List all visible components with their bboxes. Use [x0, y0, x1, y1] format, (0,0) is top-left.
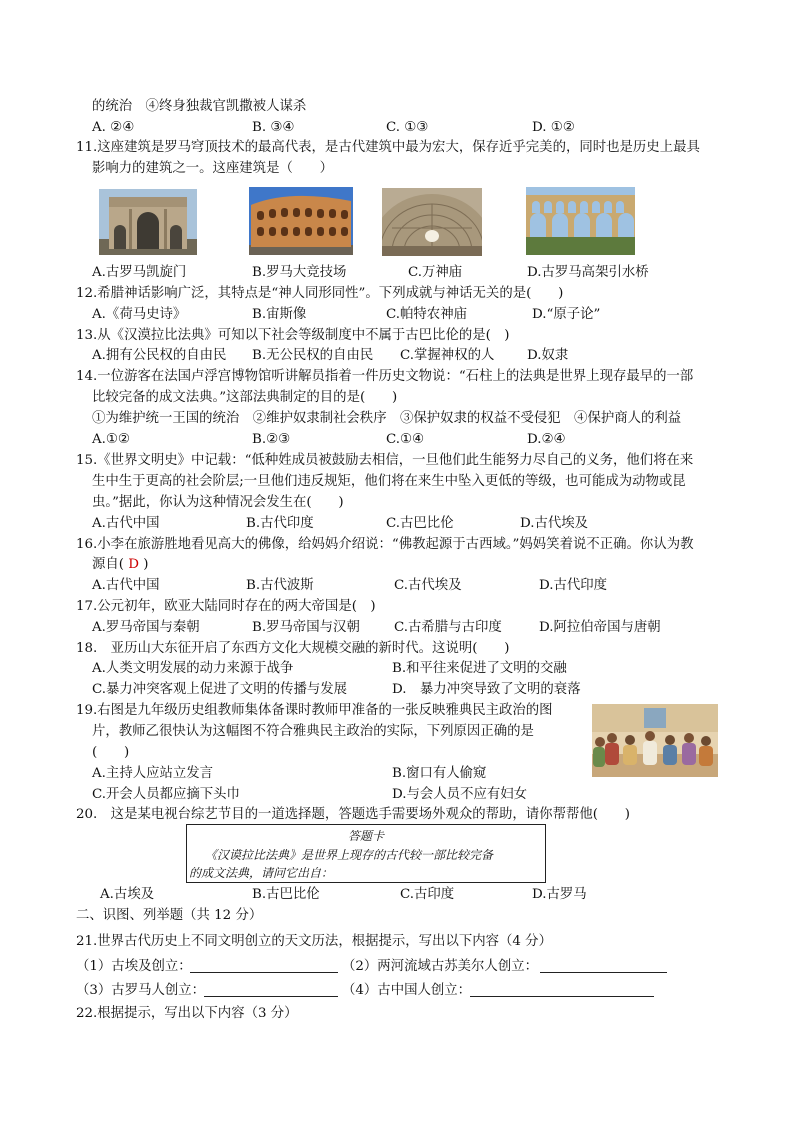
q19-option-d[interactable]: D.与会人员不应有妇女	[392, 787, 528, 802]
q21-stem: 21.世界古代历史上不同文明创立的天文历法，根据提示，写出以下内容（4 分）	[76, 934, 552, 949]
q19-stem-line1: 19.右图是九年级历史组教师集体备课时教师甲准备的一张反映雅典民主政治的图	[76, 703, 553, 718]
q12-option-c[interactable]: C.帕特农神庙	[386, 307, 467, 322]
q14-option-b[interactable]: B.②③	[252, 432, 291, 447]
q11-option-d[interactable]: D.古罗马高架引水桥	[527, 265, 649, 280]
q20-option-b[interactable]: B.古巴比伦	[252, 887, 320, 902]
q10-stem-cont: 的统治 ④终身独裁官凯撒被人谋杀	[92, 99, 307, 114]
q19-stem-line2: 片，教师乙很快认为这幅图不符合雅典民主政治的实际，下列原因正确的是	[92, 724, 534, 739]
q18-option-c[interactable]: C.暴力冲突客观上促进了文明的传播与发展	[92, 682, 348, 697]
q13-option-c[interactable]: C.掌握神权的人	[400, 348, 495, 363]
q19-option-c[interactable]: C.开会人员都应摘下头巾	[92, 787, 240, 802]
q21-answer-3[interactable]	[204, 981, 338, 997]
q14-option-d[interactable]: D.②④	[527, 432, 566, 447]
q16-answer: D	[124, 557, 144, 572]
q14-option-a[interactable]: A.①②	[92, 432, 130, 447]
answer-card-line1: 《汉谟拉比法典》是世界上现存的古代较一部比较完备	[205, 848, 494, 862]
q18-option-d[interactable]: D. 暴力冲突导致了文明的衰落	[392, 682, 581, 697]
q21-answer-1[interactable]	[190, 957, 338, 973]
q20-stem: 20. 这是某电视台综艺节目的一道选择题，答题选手需要场外观众的帮助，请你帮帮他( )	[76, 807, 630, 822]
q15-stem-line2: 生中生于更高的社会阶层;一旦他们违反规矩，他们将在来生中坠入更低的等级，也可能成为动物或昆	[92, 474, 686, 489]
q14-stem-line1: 14.一位游客在法国卢浮宫博物馆听讲解员指着一件历史文物说：“石柱上的法典是世界上现存最早的一部	[76, 369, 694, 384]
q16-stem-line1: 16.小李在旅游胜地看见高大的佛像，给妈妈介绍说：“佛教起源于古西域。”妈妈笑着说不正确。你认为教	[76, 537, 694, 552]
q16-option-b[interactable]: B.古代波斯	[246, 578, 314, 593]
q19-option-a[interactable]: A.主持人应站立发言	[92, 766, 214, 781]
arch-photo	[99, 189, 197, 255]
q10-option-b[interactable]: B. ③④	[252, 120, 295, 135]
q11-stem-line2: 影响力的建筑之一。这座建筑是（ ）	[92, 161, 334, 176]
q10-option-a[interactable]: A. ②④	[92, 120, 135, 135]
pantheon-photo	[382, 188, 482, 256]
q15-option-a[interactable]: A.古代中国	[92, 516, 160, 531]
section2-heading: 二、识图、列举题（共 12 分）	[76, 908, 263, 923]
q11-stem-line1: 11.这座建筑是罗马穹顶技术的最高代表，是古代建筑中最为宏大，保存近乎完美的，同时也是历史上最具	[76, 140, 700, 155]
aqueduct-photo	[526, 187, 635, 255]
q13-option-b[interactable]: B.无公民权的自由民	[252, 348, 374, 363]
q18-stem: 18. 亚历山大东征开启了东西方文化大规模交融的新时代。这说明( )	[76, 641, 510, 656]
q14-statements: ①为维护统一王国的统治 ②维护奴隶制社会秩序 ③保护奴隶的权益不受侵犯 ④保护商人的利益	[92, 411, 682, 426]
q11-option-b[interactable]: B.罗马大竞技场	[252, 265, 347, 280]
q16-option-a[interactable]: A.古代中国	[92, 578, 160, 593]
q12-stem: 12.希腊神话影响广泛，其特点是“神人同形同性”。下列成就与神话无关的是( )	[76, 286, 564, 301]
q16-option-c[interactable]: C.古代埃及	[394, 578, 462, 593]
answer-card-title: 答题卡	[347, 829, 384, 843]
q21-prompt-3: （3）古罗马人创立：	[76, 983, 206, 998]
q15-option-b[interactable]: B.古代印度	[246, 516, 314, 531]
assembly-painting	[592, 704, 718, 777]
q19-option-b[interactable]: B.窗口有人偷窥	[392, 766, 487, 781]
q20-option-c[interactable]: C.古印度	[400, 887, 455, 902]
q17-option-c[interactable]: C.古希腊与古印度	[394, 620, 502, 635]
q18-option-b[interactable]: B.和平往来促进了文明的交融	[392, 661, 567, 676]
q17-option-b[interactable]: B.罗马帝国与汉朝	[252, 620, 360, 635]
q13-option-d[interactable]: D.奴隶	[527, 348, 569, 363]
q17-stem: 17.公元初年，欧亚大陆同时存在的两大帝国是( )	[76, 599, 376, 614]
q15-option-c[interactable]: C.古巴比伦	[386, 516, 454, 531]
q14-stem-line2: 比较完备的成文法典。”这部法典制定的目的是( )	[92, 390, 398, 405]
answer-card	[186, 824, 546, 883]
q13-stem: 13.从《汉漠拉比法典》可知以下社会等级制度中不属于古巴比伦的是( )	[76, 328, 510, 343]
q11-option-c[interactable]: C.万神庙	[408, 265, 463, 280]
q15-stem-line1: 15.《世界文明史》中记载：“低种姓成员被鼓励去相信，一旦他们此生能努力尽自己的义务，他们将在来	[76, 453, 694, 468]
answer-card-line2: 的成文法典，请问它出自：	[189, 866, 334, 880]
q12-option-a[interactable]: A.《荷马史诗》	[92, 307, 187, 322]
q15-option-d[interactable]: D.古代埃及	[520, 516, 589, 531]
q21-prompt-1: （1）古埃及创立：	[76, 959, 192, 974]
q20-option-a[interactable]: A.古埃及	[100, 887, 155, 902]
q12-option-d[interactable]: D.“原子论”	[532, 307, 601, 322]
q17-option-d[interactable]: D.阿拉伯帝国与唐朝	[539, 620, 661, 635]
q20-option-d[interactable]: D.古罗马	[532, 887, 587, 902]
q16-option-d[interactable]: D.古代印度	[539, 578, 608, 593]
q16-stem-line2: 源自( D )	[92, 557, 149, 572]
q10-option-d[interactable]: D. ①②	[532, 120, 575, 135]
colosseum-photo	[249, 187, 353, 255]
q11-option-a[interactable]: A.古罗马凯旋门	[92, 265, 187, 280]
q17-option-a[interactable]: A.罗马帝国与秦朝	[92, 620, 200, 635]
q18-option-a[interactable]: A.人类文明发展的动力来源于战争	[92, 661, 294, 676]
q10-option-c[interactable]: C. ①③	[386, 120, 429, 135]
q22-stem: 22.根据提示，写出以下内容（3 分）	[76, 1006, 298, 1021]
q21-answer-2[interactable]	[540, 957, 667, 973]
q15-stem-line3: 虫。”据此，你认为这种情况会发生在( )	[92, 495, 344, 510]
q13-option-a[interactable]: A.拥有公民权的自由民	[92, 348, 227, 363]
q21-prompt-2: （2）两河流域古苏美尔人创立：	[342, 959, 538, 974]
q12-option-b[interactable]: B.宙斯像	[252, 307, 307, 322]
q14-option-c[interactable]: C.①④	[386, 432, 425, 447]
q21-answer-4[interactable]	[470, 981, 654, 997]
q19-stem-line3: ( )	[92, 745, 130, 760]
q21-prompt-4: （4）古中国人创立：	[342, 983, 472, 998]
